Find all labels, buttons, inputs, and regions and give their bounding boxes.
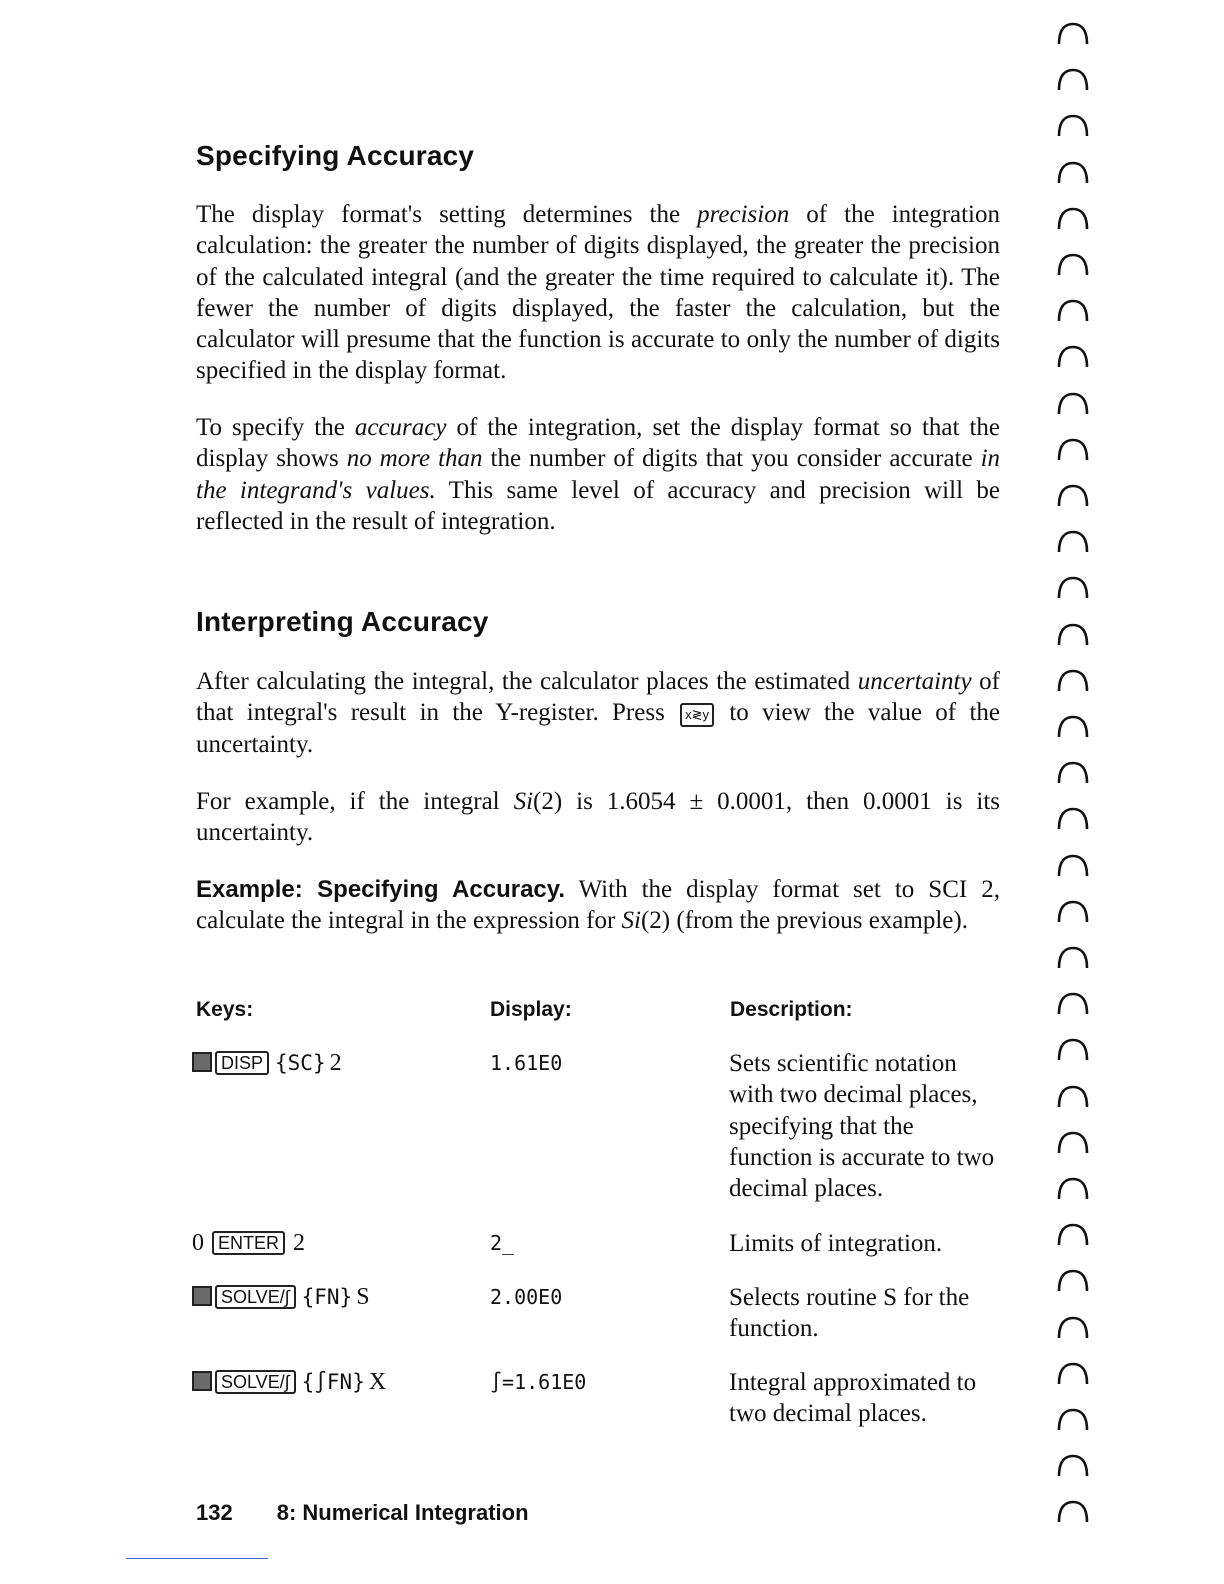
binding-ring-icon [1056,484,1090,508]
binding-ring-icon [1056,22,1090,46]
binding-ring-icon [1056,1085,1090,1109]
section-heading-interpreting-accuracy: Interpreting Accuracy [196,606,489,637]
binding-ring-icon [1056,1177,1090,1201]
page-number: 132 [196,1500,233,1525]
binding-ring-icon [1056,530,1090,554]
binding-ring-icon [1056,946,1090,970]
description-cell: Selects routine S for the function. [729,1284,970,1343]
binding-ring-icon [1056,1500,1090,1524]
binding-ring-icon [1056,114,1090,138]
disp-key: DISP [215,1051,269,1075]
binding-ring-icon [1056,900,1090,924]
binding-ring-icon [1056,253,1090,277]
column-header-display: Display: [490,998,572,1021]
binding-ring-icon [1056,1038,1090,1062]
description-cell: Integral approximated to two decimal places. [729,1369,977,1428]
menu-key-sc: {SC} [275,1051,326,1075]
binding-ring-icon [1056,1269,1090,1293]
binding-ring-icon [1056,1408,1090,1432]
binding-ring-icon [1056,761,1090,785]
binding-ring-icon [1056,438,1090,462]
binding-ring-icon [1056,576,1090,600]
binding-ring-icon [1056,207,1090,231]
menu-key-fn: {FN} [301,1285,353,1309]
binding-ring-icon [1056,623,1090,647]
binding-ring-icon [1056,807,1090,831]
keys-cell: 0 ENTER 2 [192,1230,306,1256]
keys-cell: DISP {SC} 2 [192,1048,342,1079]
binding-ring-icon [1056,299,1090,323]
spiral-binding [1056,0,1096,1584]
binding-ring-icon [1056,1454,1090,1478]
binding-ring-icon [1056,1362,1090,1386]
shift-key-icon [192,1052,212,1072]
keys-cell: SOLVE/∫ {FN} S [192,1282,370,1313]
paragraph-precision: The display format's setting determines the precision of the integration calculation: the greater the number of digits displayed, the greater the precision of the calculated integral (and the greater the time required to calculate it). The fewer the number of digits displayed, the faster the calculation, but the calculator will presume that the function is accurate to only the number of digits specified in the display format. [196,201,1001,385]
column-header-description: Description: [730,998,853,1021]
display-readout: 2_ [490,1231,515,1255]
solve-integrate-key: SOLVE/∫ [215,1285,296,1309]
binding-ring-icon [1056,854,1090,878]
page-footer [196,1500,529,1526]
section-heading-specifying-accuracy: Specifying Accuracy [196,140,475,171]
binding-ring-icon [1056,345,1090,369]
example-label: Example: Specifying Accuracy. [196,876,566,903]
display-readout: ∫=1.61E0 [490,1370,587,1394]
binding-ring-icon [1056,68,1090,92]
binding-ring-icon [1056,392,1090,416]
binding-ring-icon [1056,161,1090,185]
display-readout: 2.00E0 [490,1285,563,1309]
paragraph-example-specifying-accuracy: Example: Specifying Accuracy. With the display format set to SCI 2, calculate the integral in the expression for Si(2) (from the previous example). [196,876,1000,935]
description-cell: Limits of integration. [729,1230,943,1257]
binding-ring-icon [1056,1223,1090,1247]
keys-cell: SOLVE/∫ {∫FN} X [192,1367,386,1398]
divider [126,1558,268,1559]
solve-integrate-key: SOLVE/∫ [215,1370,296,1394]
description-cell: Sets scientific notation with two decimal places, specifying that the function is accurate to two decimal places. [729,1050,995,1203]
display-readout: 1.61E0 [490,1051,563,1075]
binding-ring-icon [1056,669,1090,693]
chapter-title: 8: Numerical Integration [276,1500,529,1525]
paragraph-uncertainty: After calculating the integral, the calculator places the estimated uncertainty of that integral's result in the Y-register. Press x≷y to view the value of the uncertainty. [196,668,1000,758]
column-header-keys: Keys: [196,998,254,1021]
enter-key: ENTER [212,1231,285,1255]
binding-ring-icon [1056,715,1090,739]
binding-ring-icon [1056,1131,1090,1155]
binding-ring-icon [1056,1316,1090,1340]
paragraph-example-si: For example, if the integral Si(2) is 1.6054 ± 0.0001, then 0.0001 is its uncertainty. [196,788,1001,847]
binding-ring-icon [1056,992,1090,1016]
menu-key-integral-fn: {∫FN} [301,1370,365,1394]
paragraph-accuracy: To specify the accuracy of the integration, set the display format so that the display shows no more than the number of digits that you consider accurate in the integrand's values. This same level of accuracy and precision will be reflected in the result of integration. [196,414,1001,535]
shift-key-icon [192,1371,212,1391]
x-swap-y-key: x≷y [680,703,714,727]
shift-key-icon [192,1286,212,1306]
